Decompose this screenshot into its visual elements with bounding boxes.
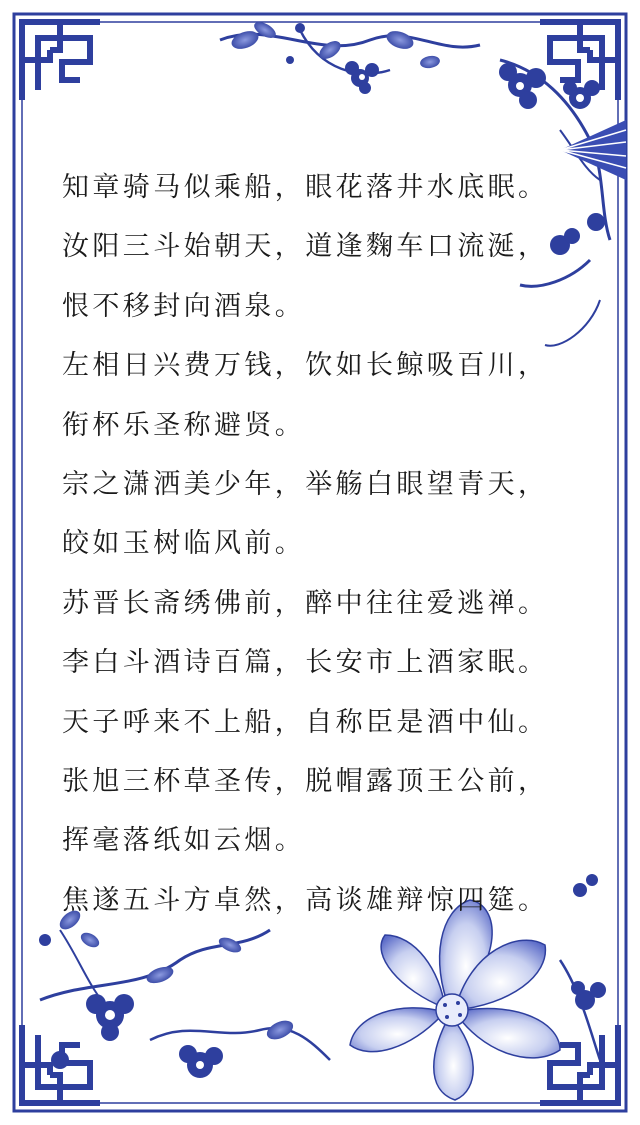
floral-vine-top-icon <box>220 19 480 94</box>
poem-line: 挥毫落纸如云烟。 <box>62 825 306 857</box>
floral-vine-bottom-left-icon <box>39 907 330 1078</box>
poem-line: 焦遂五斗方卓然，高谈雄辩惊四筵。 <box>62 884 549 916</box>
poem-line: 恨不移封向酒泉。 <box>62 290 306 322</box>
poem-line: 张旭三杯草圣传，脱帽露顶王公前， <box>62 765 549 797</box>
fret-corner-top-left-icon <box>22 22 100 100</box>
poem-line: 苏晋长斋绣佛前，醉中往往爱逃禅。 <box>62 587 549 619</box>
poem-line: 李白斗酒诗百篇，长安市上酒家眠。 <box>62 647 549 679</box>
poem-line: 宗之潇洒美少年，举觞白眼望青天， <box>62 468 549 500</box>
poem-text <box>62 158 602 930</box>
poem-line: 皎如玉树临风前。 <box>62 528 306 560</box>
poem-line: 衔杯乐圣称避贤。 <box>62 409 306 441</box>
poem-line: 左相日兴费万钱，饮如长鲸吸百川， <box>62 350 549 382</box>
poem-line: 知章骑马似乘船，眼花落井水底眠。 <box>62 172 549 203</box>
poem-line: 汝阳三斗始朝天，道逢麴车口流涎， <box>62 231 549 263</box>
poem-line: 天子呼来不上船，自称臣是酒中仙。 <box>62 706 549 738</box>
